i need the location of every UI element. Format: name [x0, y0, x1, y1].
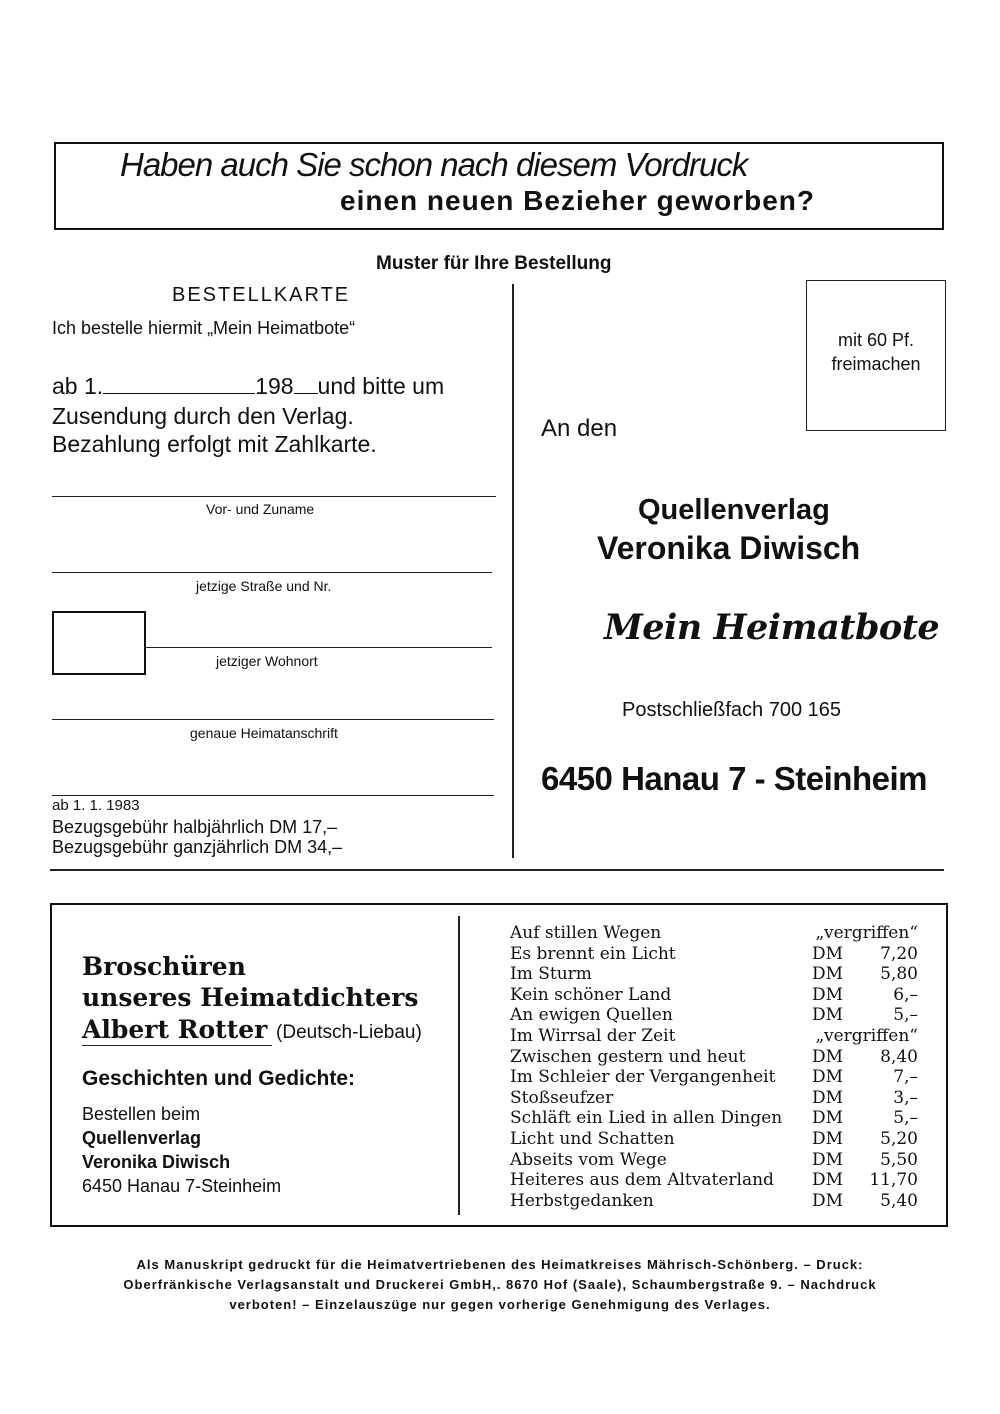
- delivery-note: Zusendung durch den Verlag.: [52, 403, 354, 429]
- form-divider: [512, 284, 514, 858]
- book-currency: DM: [812, 1170, 844, 1190]
- book-price-value: 5,–: [893, 1108, 918, 1128]
- brochures-heading-1: Broschüren: [82, 952, 246, 981]
- start-year-blank[interactable]: [294, 375, 318, 394]
- brochures-heading-2: unseres Heimatdichters: [82, 983, 419, 1012]
- book-price-value: 5,80: [880, 964, 918, 984]
- footer-line-2: Oberfränkische Verlagsanstalt und Druckerei GmbH,. 8670 Hof (Saale), Schaumbergstraße 9. – Nachdruck: [123, 1277, 877, 1292]
- author-underline: [82, 1045, 272, 1046]
- author-line: [82, 1015, 422, 1044]
- book-title: Im Schleier der Vergangenheit: [510, 1067, 776, 1087]
- author-name: Albert Rotter: [82, 1015, 268, 1044]
- section-separator: [50, 869, 944, 871]
- fee-half-year: Bezugsgebühr halbjährlich DM 17,–: [52, 817, 338, 837]
- book-price-value: 11,70: [869, 1170, 918, 1190]
- book-price-value: „vergriffen“: [815, 1026, 918, 1046]
- author-origin: (Deutsch-Liebau): [276, 1022, 422, 1043]
- order-from-city: 6450 Hanau 7-Steinheim: [82, 1176, 282, 1196]
- stamp-text-1: mit 60 Pf.: [837, 330, 915, 350]
- book-title: Kein schöner Land: [510, 985, 672, 1005]
- book-title: Schläft ein Lied in allen Dingen: [510, 1108, 783, 1128]
- order-from-owner: Veronika Diwisch: [82, 1152, 231, 1172]
- publisher-name: Quellenverlag: [638, 494, 830, 526]
- book-price-value: 5,50: [880, 1150, 918, 1170]
- book-title: Im Sturm: [510, 964, 592, 984]
- book-currency: DM: [812, 1047, 844, 1067]
- payment-note: Bezahlung erfolgt mit Zahlkarte.: [52, 431, 377, 457]
- header-line-1: Haben auch Sie schon nach diesem Vordruck: [120, 146, 748, 183]
- muster-title: Muster für Ihre Bestellung: [376, 253, 612, 274]
- book-currency: DM: [812, 1088, 844, 1108]
- book-price: [812, 1088, 918, 1108]
- fee-separator: [52, 795, 494, 796]
- book-currency: DM: [812, 944, 844, 964]
- book-title: Heiteres aus dem Altvaterland: [510, 1170, 774, 1190]
- homeland-field-label: genaue Heimatanschrift: [190, 725, 338, 741]
- magazine-name: Mein Heimatbote: [604, 607, 940, 648]
- book-currency: DM: [812, 1150, 844, 1170]
- book-price: [812, 1129, 918, 1149]
- book-title: Es brennt ein Licht: [510, 944, 676, 964]
- book-currency: DM: [812, 1108, 844, 1128]
- book-price: [812, 1026, 918, 1046]
- book-currency: DM: [812, 1005, 844, 1025]
- footer-line-1: Als Manuskript gedruckt für die Heimatvertriebenen des Heimatkreises Mährisch-Schönberg. – Druck:: [136, 1257, 864, 1272]
- book-currency: DM: [812, 1191, 844, 1211]
- book-price-value: 3,–: [893, 1088, 918, 1108]
- book-price: [812, 1067, 918, 1087]
- book-price-value: 5,20: [880, 1129, 918, 1149]
- order-card-title: BESTELLKARTE: [172, 284, 351, 306]
- book-title: Im Wirrsal der Zeit: [510, 1026, 676, 1046]
- start-date-blank[interactable]: [103, 375, 255, 394]
- start-date-suffix: und bitte um: [317, 373, 445, 399]
- book-price: [812, 1191, 918, 1211]
- header-line-2: einen neuen Bezieher geworben?: [340, 185, 815, 216]
- book-price: [812, 1170, 918, 1190]
- order-from-label: Bestellen beim: [82, 1104, 201, 1124]
- book-price-value: 5,40: [880, 1191, 918, 1211]
- street-field-label: jetzige Straße und Nr.: [196, 578, 332, 594]
- fee-date: ab 1. 1. 1983: [52, 797, 140, 814]
- publisher-owner: Veronika Diwisch: [597, 530, 861, 566]
- homeland-field-line[interactable]: [52, 719, 494, 720]
- book-price: [812, 985, 918, 1005]
- brochures-subheading: Geschichten und Gedichte:: [82, 1067, 356, 1090]
- book-currency: DM: [812, 964, 844, 984]
- checkbox-square[interactable]: [52, 611, 146, 675]
- book-price-value: 6,–: [893, 985, 918, 1005]
- footer-line-3: verboten! – Einzelauszüge nur gegen vorherige Genehmigung des Verlages.: [229, 1297, 771, 1312]
- book-price: [812, 923, 918, 943]
- start-year: 198: [255, 373, 294, 399]
- book-price: [812, 1108, 918, 1128]
- book-price-value: 5,–: [893, 1005, 918, 1025]
- brochures-divider: [458, 916, 460, 1215]
- town-field-line[interactable]: [146, 647, 492, 648]
- book-currency: DM: [812, 1129, 844, 1149]
- po-box: Postschließfach 700 165: [622, 699, 842, 721]
- start-date-prefix: ab 1.: [52, 373, 104, 399]
- book-price: [812, 1047, 918, 1067]
- book-price: [812, 1005, 918, 1025]
- recipient-prefix: An den: [541, 415, 618, 442]
- book-currency: DM: [812, 1067, 844, 1087]
- book-price-value: „vergriffen“: [815, 923, 918, 943]
- book-title: Abseits vom Wege: [510, 1150, 667, 1170]
- book-title: An ewigen Quellen: [510, 1005, 673, 1025]
- book-price-value: 7,–: [893, 1067, 918, 1087]
- name-field-label: Vor- und Zuname: [206, 501, 315, 517]
- start-date-line: [52, 373, 444, 400]
- name-field-line[interactable]: [52, 496, 496, 497]
- order-from-publisher: Quellenverlag: [82, 1128, 202, 1148]
- book-price: [812, 1150, 918, 1170]
- book-title: Licht und Schatten: [510, 1129, 675, 1149]
- order-statement: Ich bestelle hiermit „Mein Heimatbote“: [52, 318, 356, 338]
- stamp-text-2: freimachen: [831, 354, 921, 374]
- book-price: [812, 944, 918, 964]
- book-price-value: 8,40: [880, 1047, 918, 1067]
- street-field-line[interactable]: [52, 572, 492, 573]
- book-title: Auf stillen Wegen: [510, 923, 662, 943]
- book-currency: DM: [812, 985, 844, 1005]
- fee-full-year: Bezugsgebühr ganzjährlich DM 34,–: [52, 837, 343, 857]
- town-field-label: jetziger Wohnort: [216, 653, 318, 669]
- book-title: Herbstgedanken: [510, 1191, 654, 1211]
- book-price: [812, 964, 918, 984]
- book-title: Stoßseufzer: [510, 1088, 614, 1108]
- city-line: 6450 Hanau 7 - Steinheim: [541, 760, 927, 797]
- book-title: Zwischen gestern und heut: [510, 1047, 746, 1067]
- book-price-value: 7,20: [880, 944, 918, 964]
